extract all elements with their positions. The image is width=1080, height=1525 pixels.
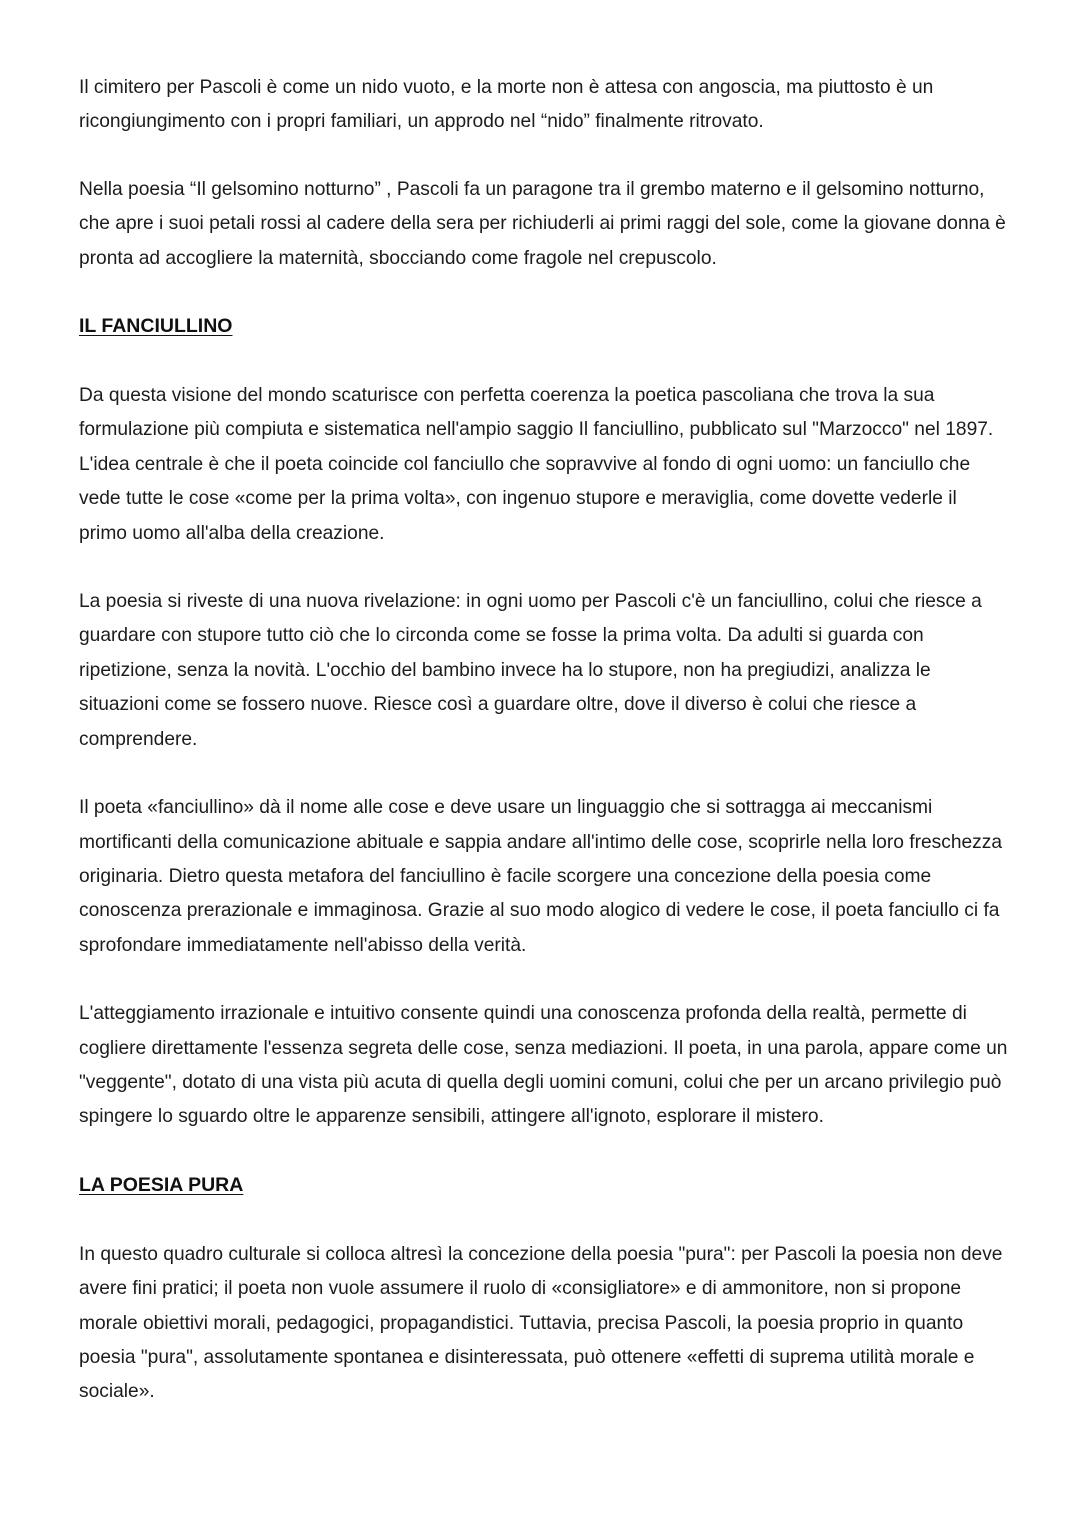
paragraph-fanciullino-veggente: L'atteggiamento irrazionale e intuitivo consente quindi una conoscenza profonda della realtà, permette di cogliere direttamente l'essenza segreta delle cose, senza mediazioni. Il poeta, in una parola, appare come un "veggente", dotato di una vista più acuta di quella degli uomini comuni, colui che per un arcano privilegio può spingere lo sguardo oltre le apparenze sensibili, attingere all'ignoto, esplorare il mistero. [79, 1003, 1008, 1128]
paragraph-gelsomino-notturno: Nella poesia “Il gelsomino notturno” , Pascoli fa un paragone tra il grembo materno e il gelsomino notturno, che apre i suoi petali rossi al cadere della sera per richiuderli ai primi raggi del sole, come la giovane donna è pronta ad accogliere la maternità, sbocciando come fragole nel crepuscolo. [79, 178, 1006, 269]
paragraph-fanciullino-linguaggio: Il poeta «fanciullino» dà il nome alle cose e deve usare un linguaggio che si sottragga ai meccanismi mortificanti della comunicazione abituale e sappia andare all'intimo delle cose, scoprirle nella loro freschezza originaria. Dietro questa metafora del fanciullino è facile scorgere una concezione della poesia come conoscenza prerazionale e immaginosa. Grazie al suo modo alogico di vedere le cose, il poeta fanciullo ci fa sprofondare immediatamente nell'abisso della verità. [79, 797, 1003, 956]
heading-la-poesia-pura: LA POESIA PURA [79, 1173, 244, 1196]
paragraph-poesia-pura: In questo quadro culturale si colloca altresì la concezione della poesia "pura": per Pascoli la poesia non deve avere fini pratici; il poeta non vuole assumere il ruolo di «consigliatore» e di ammonitore, non si propone morale obiettivi morali, pedagogici, propagandistici. Tuttavia, precisa Pascoli, la poesia proprio in quanto poesia "pura", assolutamente spontanea e disinteressata, può ottenere «effetti di suprema utilità morale e sociale». [79, 1243, 1003, 1403]
paragraph-fanciullino-saggio: Da questa visione del mondo scaturisce con perfetta coerenza la poetica pascoliana che trova la sua formulazione più compiuta e sistematica nell'ampio saggio Il fanciullino, pubblicato sul "Marzocco" nel 1897. L'idea centrale è che il poeta coincide col fanciullo che sopravvive al fondo di ogni uomo: un fanciullo che vede tutte le cose «come per la prima volta», con ingenuo stupore e meraviglia, come dovette vederle il primo uomo all'alba della creazione. [79, 385, 994, 544]
heading-il-fanciullino: IL FANCIULLINO [79, 315, 233, 338]
paragraph-fanciullino-rivelazione: La poesia si riveste di una nuova rivelazione: in ogni uomo per Pascoli c'è un fanciullino, colui che riesce a guardare con stupore tutto ciò che lo circonda come se fosse la prima volta. Da adulti si guarda con ripetizione, senza la novità. L'occhio del bambino invece ha lo stupore, non ha pregiudizi, analizza le situazioni come se fossero nuove. Riesce così a guardare oltre, dove il diverso è colui che riesce a comprendere. [79, 591, 982, 750]
paragraph-cimitero: Il cimitero per Pascoli è come un nido vuoto, e la morte non è attesa con angoscia, ma piuttosto è un ricongiungimento con i propri familiari, un approdo nel “nido” finalmente ritrovato. [79, 77, 934, 133]
